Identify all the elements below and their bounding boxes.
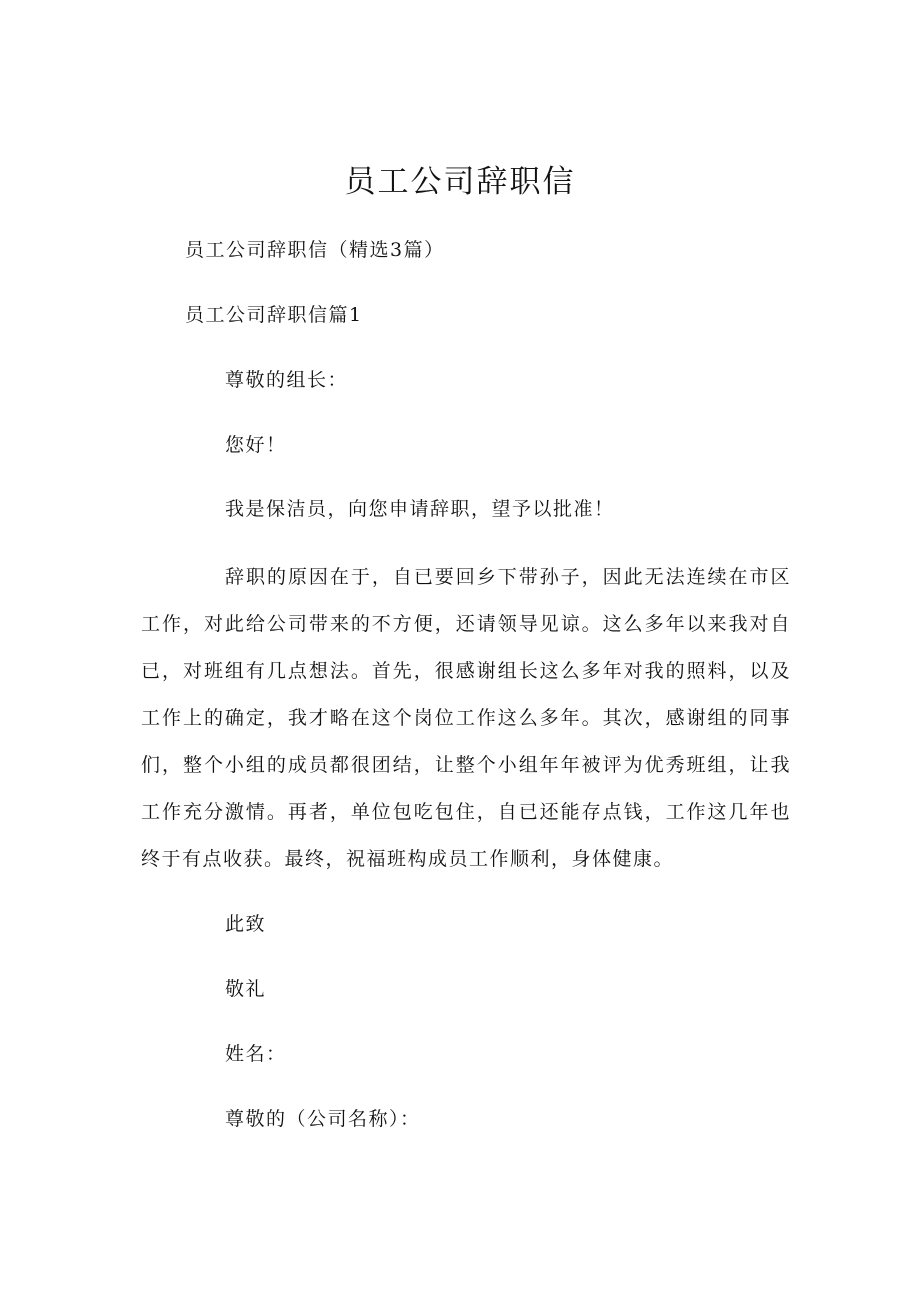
opening-line: 我是保洁员，向您申请辞职，望予以批准！ [225, 498, 615, 520]
body-paragraph: 辞职的原因在于，自已要回乡下带孙子，因此无法连续在市区工作，对此给公司带来的不方便，还请领导见谅。这么多年以来我对自已，对班组有几点想法。首先，很感谢组长这么多年对我的照料，以及工作上的确定，我才略在这个岗位工作这么多年。其次，感谢组的同事们，整个小组的成员都很团结，让整个小组年年被评为优秀班组，让我工作充分激情。再者，单位包吃包住，自已还能存点钱，工作这几年也终于有点收获。最终，祝福班构成员工作顺利，身体健康。 [141, 566, 791, 870]
document-subtitle: 员工公司辞职信（精选3篇） [185, 239, 445, 261]
next-salutation: 尊敬的（公司名称）： [225, 1108, 421, 1130]
greeting: 您好！ [225, 434, 287, 456]
name-label: 姓名： [225, 1043, 287, 1065]
closing-line-2: 敬礼 [225, 978, 267, 1000]
closing-line-1: 此致 [225, 913, 267, 935]
document-title: 员工公司辞职信 [344, 164, 576, 200]
salutation: 尊敬的组长： [225, 369, 349, 391]
section-heading: 员工公司辞职信篇1 [185, 304, 363, 326]
